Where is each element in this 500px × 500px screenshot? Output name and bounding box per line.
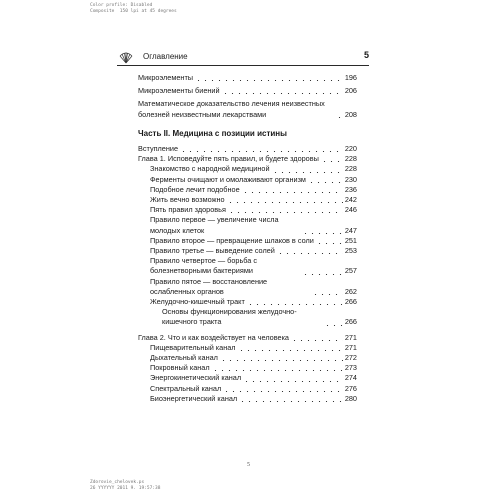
toc-entry-page: 276	[344, 383, 357, 393]
toc-subentry[interactable]	[150, 373, 357, 383]
toc-entry[interactable]	[138, 73, 357, 83]
dot-leader	[195, 80, 343, 81]
toc-entry-page: 228	[344, 164, 357, 174]
dot-leader	[228, 212, 343, 213]
toc-entry[interactable]	[138, 86, 357, 96]
toc-subentry[interactable]	[150, 343, 357, 353]
toc-entry-page: 220	[344, 144, 357, 154]
toc-subentry[interactable]	[150, 195, 357, 205]
toc-subentry[interactable]	[150, 277, 357, 297]
toc-entry-page: 196	[344, 73, 357, 82]
dot-leader	[238, 350, 343, 351]
toc-entry-page: 266	[344, 297, 357, 307]
dot-leader	[227, 202, 343, 203]
toc-chapter-label: Глава 2. Что и как воздействует на человека	[138, 332, 289, 342]
dot-leader	[243, 381, 343, 382]
toc-subentry[interactable]	[150, 363, 357, 373]
toc-entry-page: 280	[344, 393, 357, 403]
part-heading: Часть II. Медицина с позиции истины	[138, 128, 287, 138]
dot-leader	[312, 294, 343, 295]
fan-ornament-icon	[119, 51, 133, 63]
toc-entry-label: Биоэнергетический канал	[150, 393, 238, 403]
toc-entry-label: Вступление	[138, 144, 179, 154]
toc-entry-page: 272	[344, 353, 357, 363]
toc-entry-page: 273	[344, 363, 357, 373]
toc-subentry[interactable]	[150, 215, 357, 235]
toc-entry-label: Жить вечно возможно	[150, 195, 225, 205]
toc-entry-page: 206	[344, 86, 357, 96]
toc-subsubentry[interactable]	[162, 307, 357, 327]
toc-entry-page: 271	[344, 342, 357, 352]
toc-entry-label: Дыхательный канал	[150, 353, 218, 363]
toc-entry-label: Спектральный канал	[150, 383, 222, 393]
toc-entry-label: Покровный канал	[150, 363, 210, 373]
dot-leader	[316, 243, 343, 244]
toc-subentry[interactable]	[150, 353, 357, 363]
header-page-number: 5	[363, 50, 369, 60]
dot-leader	[324, 325, 343, 326]
bottom-folio: 5	[247, 462, 250, 468]
toc-entry-label: Математическое доказательство лечения неизвестных болезней неизвестными лекарствами	[138, 99, 325, 119]
toc-subentry[interactable]	[150, 205, 357, 215]
header-rule	[117, 65, 369, 66]
dot-leader	[212, 370, 343, 371]
toc-entry-page: 253	[344, 246, 357, 256]
toc-entry-page: 247	[344, 225, 357, 235]
dot-leader	[247, 304, 343, 305]
dot-leader	[302, 274, 343, 275]
toc-entry-page: 266	[344, 317, 357, 327]
toc-entry[interactable]	[138, 99, 357, 119]
toc-subentry[interactable]	[150, 175, 357, 185]
dot-leader	[180, 151, 343, 152]
dot-leader	[223, 391, 343, 392]
toc-subentry[interactable]	[150, 246, 357, 256]
dot-leader	[308, 182, 343, 183]
toc-entry-label: Подобное лечит подобное	[150, 184, 240, 194]
toc-entry-page: 251	[344, 235, 357, 245]
dot-leader	[277, 253, 343, 254]
dot-leader	[242, 192, 343, 193]
toc-entry-intro[interactable]	[138, 144, 357, 154]
toc-entry-label: Знакомство с народной медициной	[150, 164, 270, 174]
toc-entry-label: Энергокинетический канал	[150, 373, 242, 383]
toc-entry-label: Правило четвертое — борьба с болезнетворными бактериями	[150, 256, 258, 276]
toc-subentry[interactable]	[150, 164, 357, 174]
toc-entry-label: Микроэлементы	[138, 73, 194, 82]
toc-entry-label: Пять правил здоровья	[150, 205, 226, 215]
header-title: Оглавление	[143, 52, 188, 61]
toc-entry-page: 274	[344, 373, 357, 383]
dot-leader	[291, 340, 343, 341]
print-meta-top: Color profile: Disabled Composite 150 lpi at 45 degrees	[90, 3, 177, 14]
toc-chapter-label: Глава 1. Исповедуйте пять правил, и будете здоровы	[138, 154, 319, 164]
toc-entry-label: Правило первое — увеличение числа молодых клеток	[150, 215, 279, 235]
toc-subentry[interactable]	[150, 256, 357, 276]
print-meta-bottom: Zdorovie_chelovek.ps 26 YYYYYY 2011 9. 19:57:38	[90, 480, 161, 491]
toc-entry-label: Правило пятое — восстановление ослабленных органов	[150, 276, 268, 296]
toc-entry-page: 257	[344, 266, 357, 276]
toc-entry-page: 271	[344, 332, 357, 342]
toc-entry-page: 246	[344, 205, 357, 215]
dot-leader	[336, 117, 343, 118]
dot-leader	[321, 161, 343, 162]
toc-subentry[interactable]	[150, 297, 357, 307]
toc-subentry[interactable]	[150, 384, 357, 394]
toc-entry-page: 230	[344, 174, 357, 184]
toc-entry-page: 242	[344, 195, 357, 205]
dot-leader	[272, 172, 343, 173]
toc-entry-label: Правило третье — выведение солей	[150, 246, 275, 256]
toc-entry-label: Желудочно-кишечный тракт	[150, 297, 245, 307]
toc-entry-label: Пищеварительный канал	[150, 342, 236, 352]
toc-entry-label: Микроэлементы биений	[138, 86, 220, 96]
toc-entry-label: Основы функционирования желудочно-кишечного тракта	[162, 307, 297, 327]
toc-entry-label: Ферменты очищают и омолаживают организм	[150, 174, 306, 184]
toc-subentry[interactable]	[150, 236, 357, 246]
toc-chapter-1[interactable]	[138, 154, 357, 164]
toc-entry-page: 262	[344, 286, 357, 296]
dot-leader	[239, 401, 343, 402]
running-header	[117, 50, 369, 66]
table-of-contents	[138, 73, 357, 404]
toc-subentry[interactable]	[150, 394, 357, 404]
toc-subentry[interactable]	[150, 185, 357, 195]
toc-entry-page: 236	[344, 184, 357, 194]
toc-entry-page: 208	[344, 109, 357, 119]
dot-leader	[220, 360, 343, 361]
dot-leader	[222, 93, 343, 94]
toc-entry-page: 228	[344, 154, 357, 164]
dot-leader	[302, 233, 343, 234]
toc-entry-label: Правило второе — превращение шлаков в соли	[150, 235, 314, 245]
toc-chapter-2[interactable]	[138, 333, 357, 343]
